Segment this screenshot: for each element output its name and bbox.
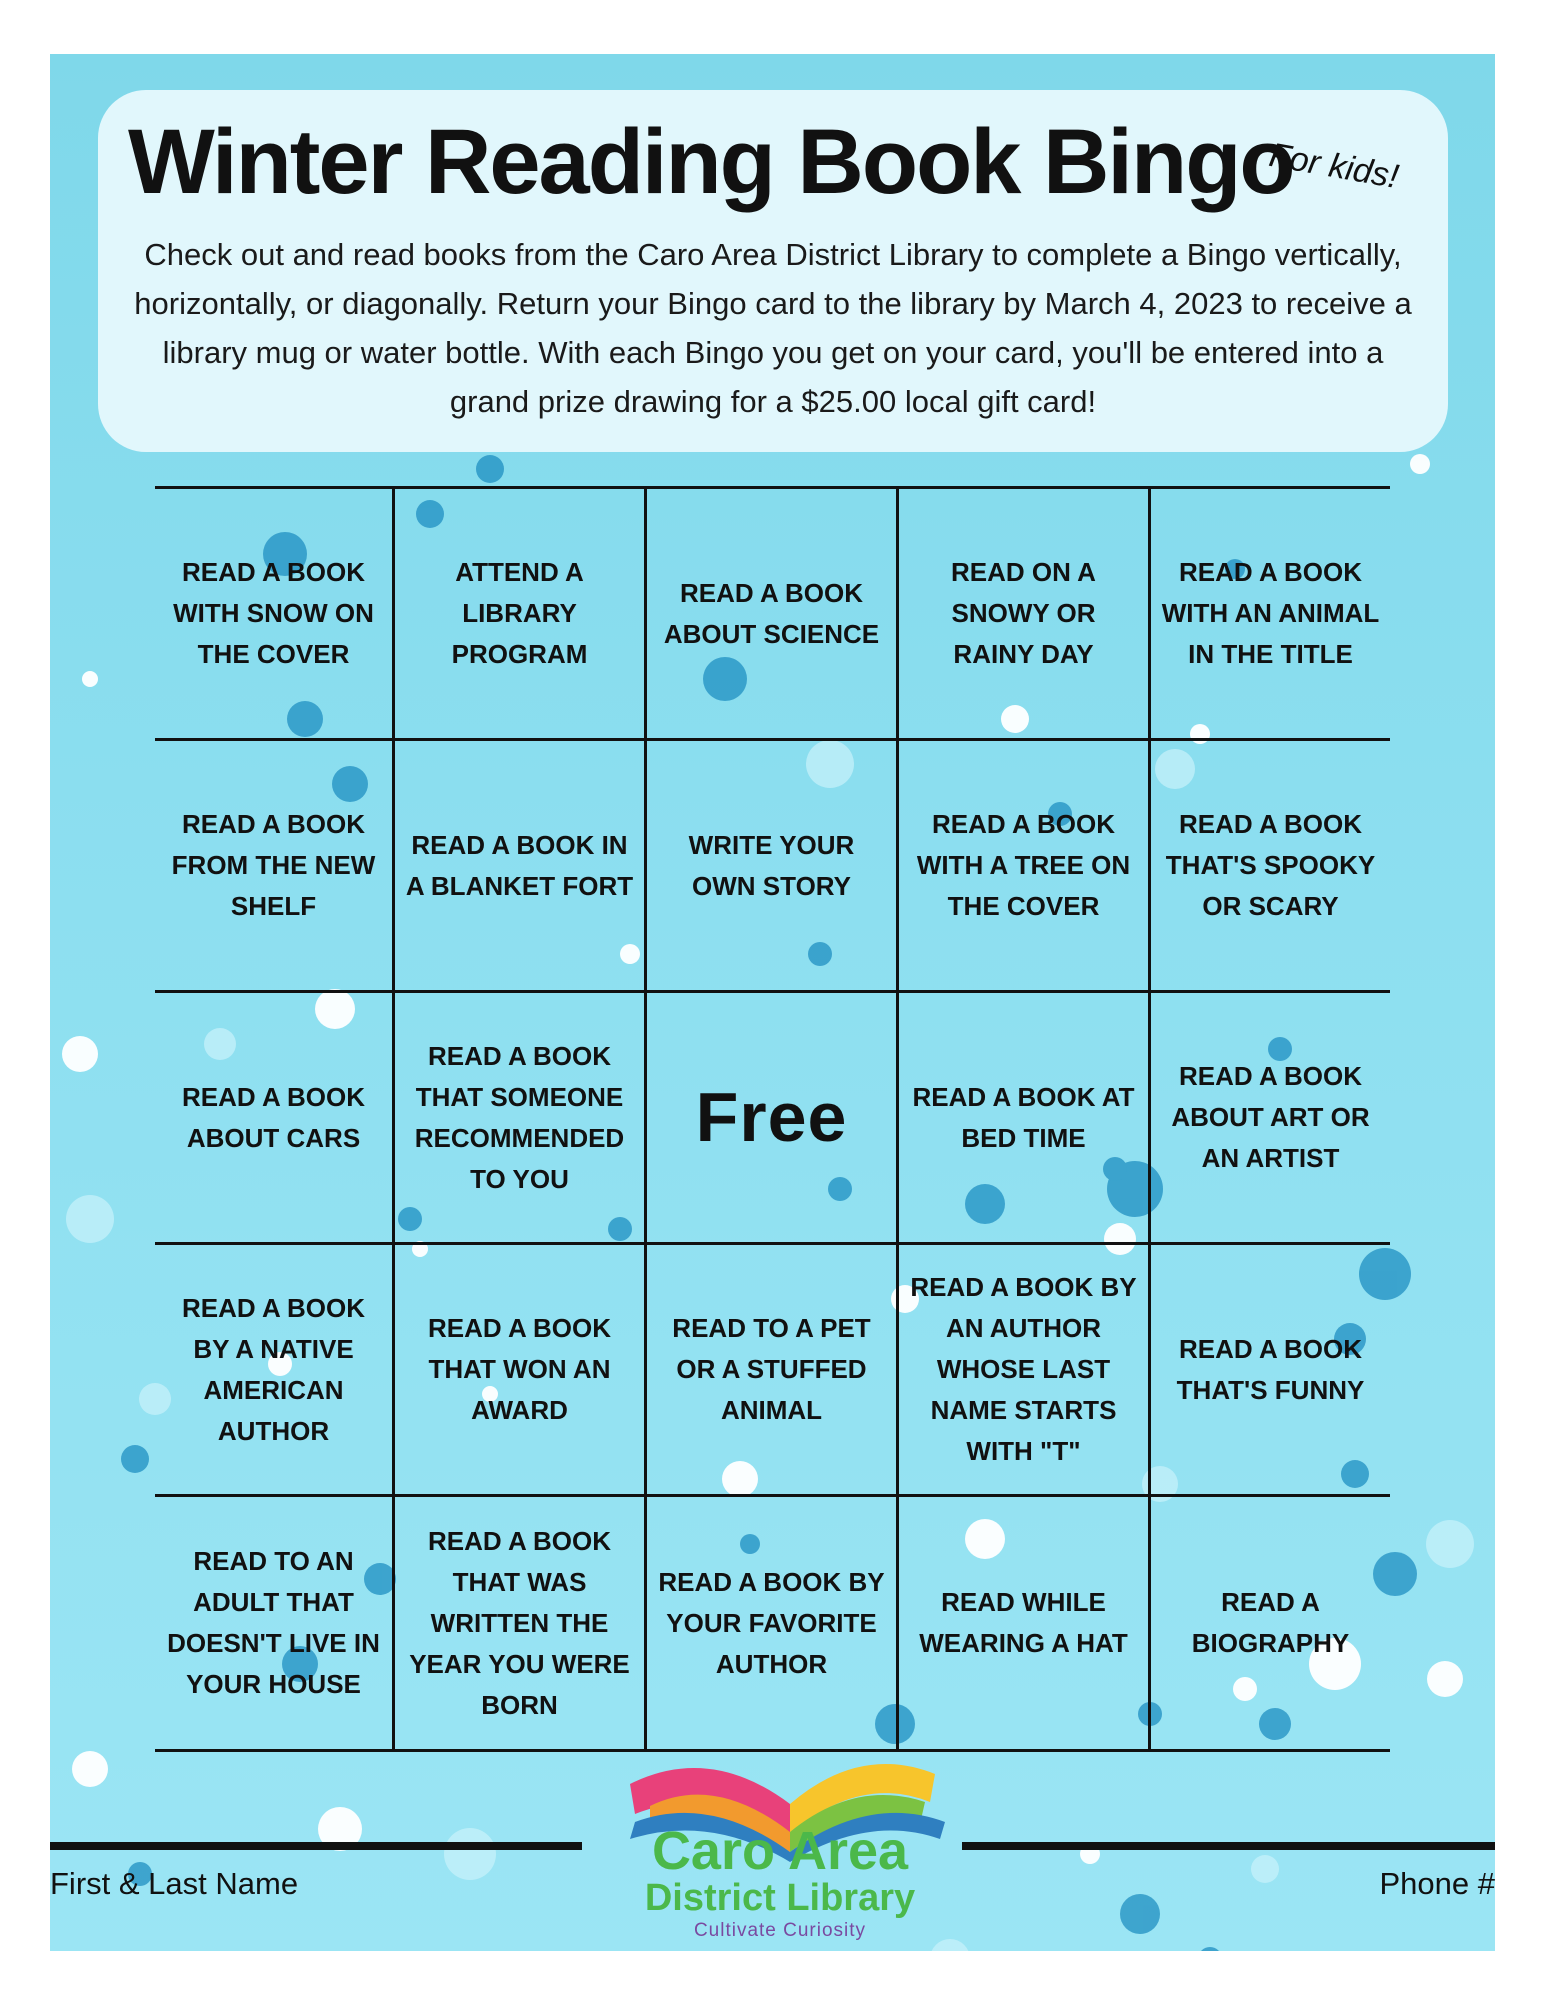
name-signature-line [50,1842,582,1850]
name-label: First & Last Name [50,1866,299,1901]
bingo-cell: READ A BIOGRAPHY [1191,1587,1350,1658]
audience-tagline: For kids! [1266,136,1402,197]
bingo-cell: READ A BOOK BY A NATIVE AMERICAN AUTHOR [155,1245,395,1497]
bingo-cell: READ A BOOK BY AN AUTHOR WHOSE LAST NAME STARTS WITH "T" [899,1245,1151,1497]
bingo-cell: READ A BOOK ABOUT ART OR AN ARTIST [1151,993,1390,1245]
bingo-cell: READ A BOOK THAT WON AN AWARD [395,1245,647,1497]
bingo-cell: READ A BOOK THAT'S SPOOKY OR SCARY [1151,741,1390,993]
header-panel [98,90,1448,452]
bingo-cell: READ A BOOK BY YOUR FAVORITE AUTHOR [647,1497,899,1749]
bingo-cell: READ A BOOK ABOUT CARS [155,993,395,1245]
bingo-cell: READ TO AN ADULT THAT DOESN'T LIVE IN YOUR HOUSE [155,1497,395,1749]
free-space-cell: Free [647,993,899,1245]
bingo-cell: READ A BOOK FROM THE NEW SHELF [155,741,395,993]
bingo-cell: READ A BOOK IN A BLANKET FORT [395,741,647,993]
library-logo-name: Caro Area [651,1821,909,1881]
bingo-cell: READ A BOOK THAT WAS WRITTEN THE YEAR YOU WERE BORN [395,1497,647,1749]
bingo-cell: READ A BOOK AT BED TIME [899,993,1151,1245]
bingo-cell: READ TO A PET OR A STUFFED ANIMAL [647,1245,899,1497]
bingo-cell: READ A BOOK ABOUT SCIENCE [647,489,899,741]
bingo-grid [155,486,1390,1752]
page-title: Winter Reading Book Bingo [128,111,1294,213]
bingo-cell: READ A BOOK WITH A TREE ON THE COVER [899,741,1151,993]
library-logo-subtitle: District Library [644,1877,916,1919]
bingo-cell: READ A BOOK THAT'S FUNNY [1151,1245,1390,1497]
bingo-sheet [50,54,1495,1951]
phone-signature-line [962,1842,1495,1850]
bingo-cell: READ A BOOK THAT SOMEONE RECOMMENDED TO YOU [395,993,647,1245]
bingo-cell: READ WHILE WEARING A HAT [899,1497,1151,1749]
phone-label: Phone # [1379,1866,1495,1901]
bingo-cell: READ A BOOK WITH AN ANIMAL IN THE TITLE [1151,489,1390,741]
bingo-cell: ATTEND A LIBRARY PROGRAM [395,489,647,741]
intro-text: Check out and read books from the Caro Area District Library to complete a Bingo vertically, horizontally, or diagonally. Return your Bingo card to the library by March 4, 2023 to receive a library mug or water bottle. With each Bingo you get on your card, you'll be entered into a grand prize drawing for a $25.00 local gift card! [134,237,1412,419]
bingo-cell: READ ON A SNOWY OR RAINY DAY [899,489,1151,741]
bingo-cell: READ A BOOK WITH SNOW ON THE COVER [155,489,395,741]
library-logo-tagline: Cultivate Curiosity [693,1920,867,1941]
bingo-cell: WRITE YOUR OWN STORY [647,741,899,993]
